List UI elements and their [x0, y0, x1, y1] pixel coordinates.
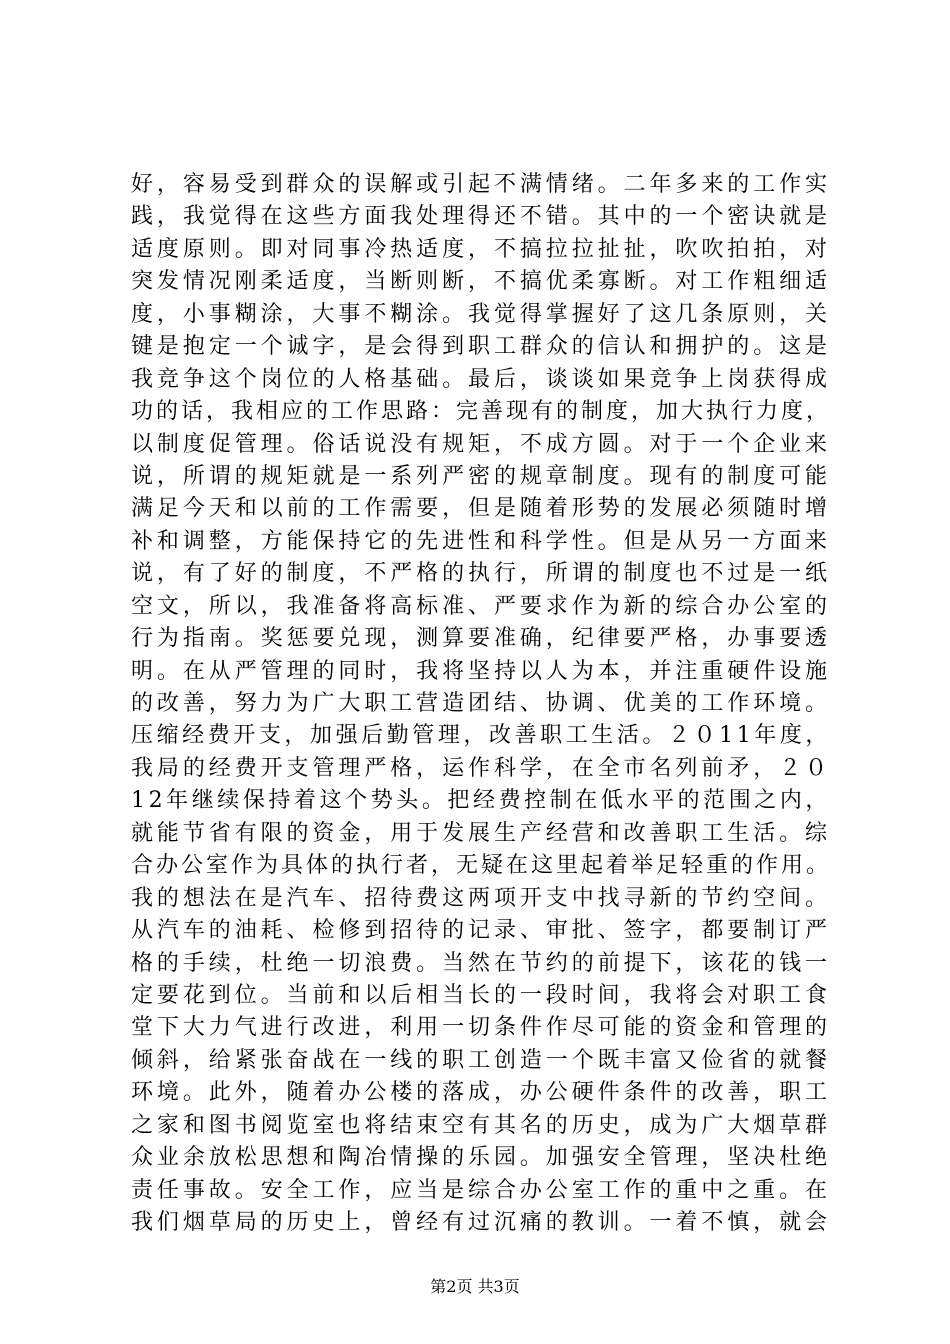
text-line: 的改善，努力为广大职工营造团结、协调、优美的工作环境。 [131, 691, 831, 716]
text-line: 我局的经费开支管理严格，运作科学，在全市名列前矛，２０ [131, 755, 831, 781]
text-line: 满足今天和以前的工作需要，但是随着形势的发展必须随时增 [131, 496, 831, 522]
text-line: 好，容易受到群众的误解或引起不满情绪。二年多来的工作实 [131, 172, 831, 197]
text-line: 说，有了好的制度，不严格的执行，所谓的制度也不过是一纸 [131, 561, 831, 587]
text-line: 说，所谓的规矩就是一系列严密的规章制度。现有的制度可能 [131, 463, 831, 489]
text-line: 合办公室作为具体的执行者，无疑在这里起着举足轻重的作用。 [131, 853, 831, 879]
body-text [131, 169, 831, 1239]
text-line: 从汽车的油耗、检修到招待的记录、审批、签字，都要制订严 [131, 918, 831, 944]
text-line: 12年继续保持着这个势头。把经费控制在低水平的范围之内， [131, 788, 831, 814]
text-line: 责任事故。安全工作，应当是综合办公室工作的重中之重。在 [131, 1177, 831, 1203]
text-line: 我竞争这个岗位的人格基础。最后，谈谈如果竞争上岗获得成 [131, 366, 831, 392]
text-line: 倾斜，给紧张奋战在一线的职工创造一个既丰富又俭省的就餐 [131, 1047, 831, 1073]
text-line: 键是抱定一个诚字，是会得到职工群众的信认和拥护的。这是 [131, 334, 831, 360]
text-line: 众业余放松思想和陶冶情操的乐园。加强安全管理，坚决杜绝 [131, 1145, 831, 1171]
text-line: 之家和图书阅览室也将结束空有其名的历史，成为广大烟草群 [131, 1112, 831, 1138]
text-line: 格的手续，杜绝一切浪费。当然在节约的前提下，该花的钱一 [131, 950, 831, 976]
text-line: 堂下大力气进行改进，利用一切条件作尽可能的资金和管理的 [131, 1015, 831, 1041]
text-line: 突发情况刚柔适度，当断则断，不搞优柔寡断。对工作粗细适 [131, 269, 831, 295]
page-footer: 第2页 共3页 [430, 1277, 520, 1296]
text-line: 践，我觉得在这些方面我处理得还不错。其中的一个密诀就是 [131, 204, 831, 230]
text-line: 我们烟草局的历史上，曾经有过沉痛的教训。一着不慎，就会 [131, 1210, 831, 1235]
text-line: 度，小事糊涂，大事不糊涂。我觉得掌握好了这几条原则，关 [131, 301, 831, 327]
text-line: 就能节省有限的资金，用于发展生产经营和改善职工生活。综 [131, 820, 831, 846]
text-line: 以制度促管理。俗话说没有规矩，不成方圆。对于一个企业来 [131, 431, 831, 457]
text-line: 功的话，我相应的工作思路：完善现有的制度，加大执行力度， [131, 399, 831, 425]
text-line: 明。在从严管理的同时，我将坚持以人为本，并注重硬件设施 [131, 658, 831, 684]
text-line: 行为指南。奖惩要兑现，测算要准确，纪律要严格，办事要透 [131, 626, 831, 652]
text-line: 定要花到位。当前和以后相当长的一段时间，我将会对职工食 [131, 982, 831, 1008]
text-line: 空文，所以，我准备将高标准、严要求作为新的综合办公室的 [131, 593, 831, 619]
text-line: 适度原则。即对同事冷热适度，不搞拉拉扯扯，吹吹拍拍，对 [131, 236, 831, 262]
text-line: 环境。此外，随着办公楼的落成，办公硬件条件的改善，职工 [131, 1080, 831, 1106]
text-line: 补和调整，方能保持它的先进性和科学性。但是从另一方面来 [131, 528, 831, 554]
text-line: 压缩经费开支，加强后勤管理，改善职工生活。２０11年度， [131, 723, 831, 749]
text-line: 我的想法在是汽车、招待费这两项开支中找寻新的节约空间。 [131, 885, 831, 911]
